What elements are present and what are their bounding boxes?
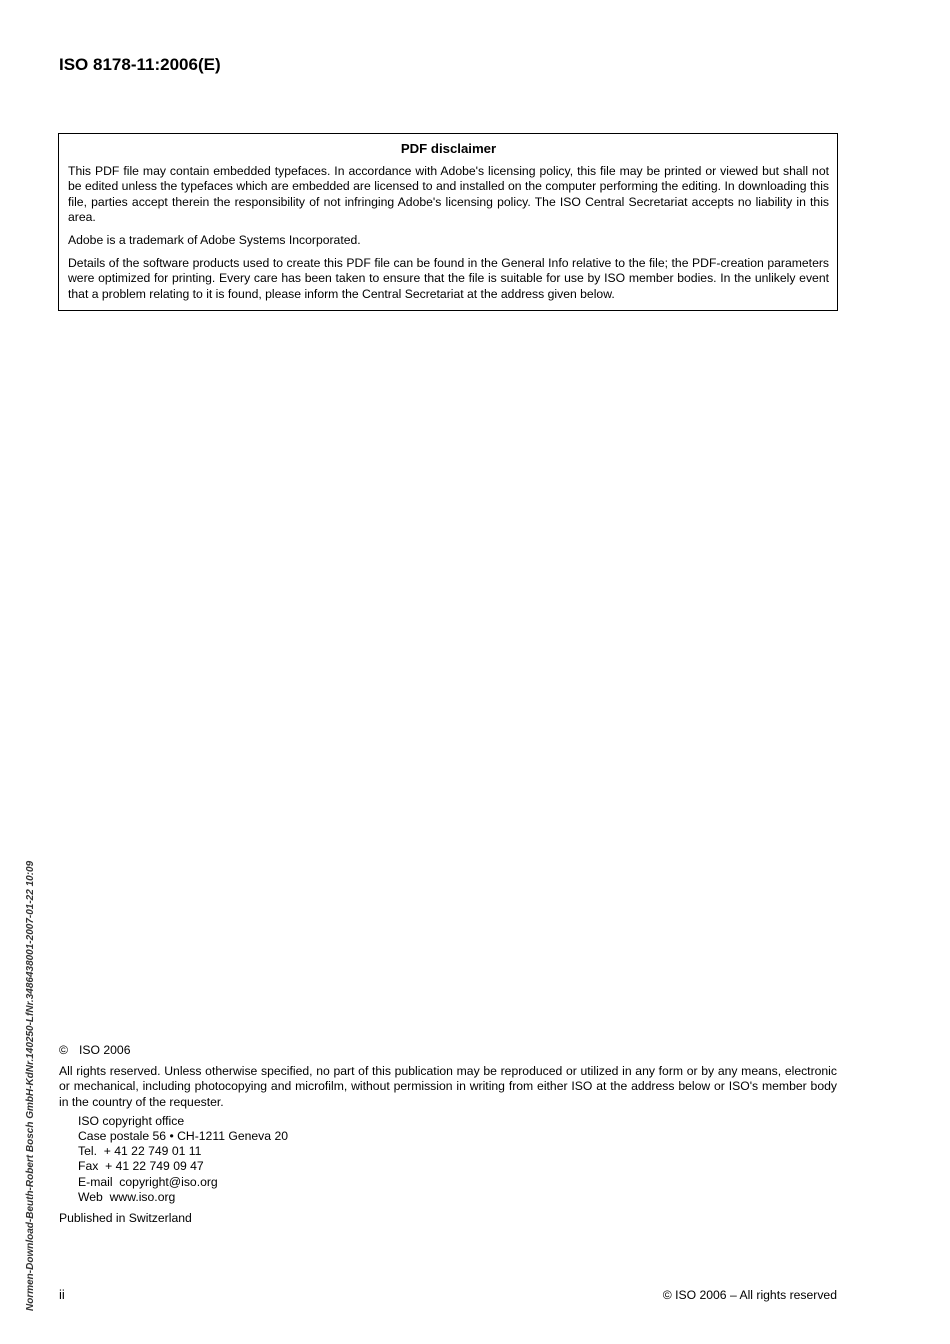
disclaimer-title: PDF disclaimer: [400, 141, 497, 156]
rights-statement: All rights reserved. Unless otherwise specified, no part of this publication may be reproduced or utilized in any form or by any means, electronic or mechanical, including photocopying and microfilm, without permission in writing from either ISO at the address below or ISO's member body in the country of the requester.: [59, 1064, 837, 1109]
published-location: Published in Switzerland: [59, 1211, 192, 1226]
pdf-disclaimer-box: [58, 133, 838, 311]
disclaimer-paragraph: Details of the software products used to create this PDF file can be found in the General Info relative to the file; the PDF-creation parameters were optimized for printing. Every care has been taken to ensure that the file is suitable for use by ISO member bodies. In the unlikely event that a problem relating to it is found, please inform the Central Secretariat at the address given below.: [68, 256, 829, 301]
page-number: ii: [59, 1287, 65, 1302]
disclaimer-paragraph: Adobe is a trademark of Adobe Systems Incorporated.: [68, 233, 361, 248]
copyright-year-text: ISO 2006: [79, 1043, 131, 1057]
iso-address: [59, 1114, 837, 1205]
document-id: ISO 8178-11:2006(E): [59, 55, 221, 74]
address-line: ISO copyright office: [78, 1113, 185, 1128]
address-line: Fax + 41 22 749 09 47: [78, 1159, 204, 1174]
download-watermark-text: Normen-Download-Beuth-Robert Bosch GmbH-KdNr.140250-LfNr.3486438001-2007-01-22 10:09: [25, 860, 36, 1311]
disclaimer-paragraph: This PDF file may contain embedded typefaces. In accordance with Adobe's licensing policy, this file may be printed or viewed but shall not be edited unless the typefaces which are embedded are licensed to and installed on the computer performing the editing. In downloading this file, parties accept therein the responsibility of not infringing Adobe's licensing policy. The ISO Central Secretariat accepts no liability in this area.: [68, 164, 829, 224]
address-line: Tel. + 41 22 749 01 11: [78, 1144, 202, 1159]
address-line: Case postale 56 • CH-1211 Geneva 20: [78, 1129, 289, 1144]
address-line: E-mail copyright@iso.org: [78, 1174, 218, 1189]
copyright-year: [59, 1043, 837, 1058]
address-line: Web www.iso.org: [78, 1189, 176, 1204]
copyright-block: [59, 1043, 837, 1226]
footer-copyright: © ISO 2006 – All rights reserved: [662, 1288, 837, 1302]
copyright-symbol: ©: [59, 1043, 68, 1057]
